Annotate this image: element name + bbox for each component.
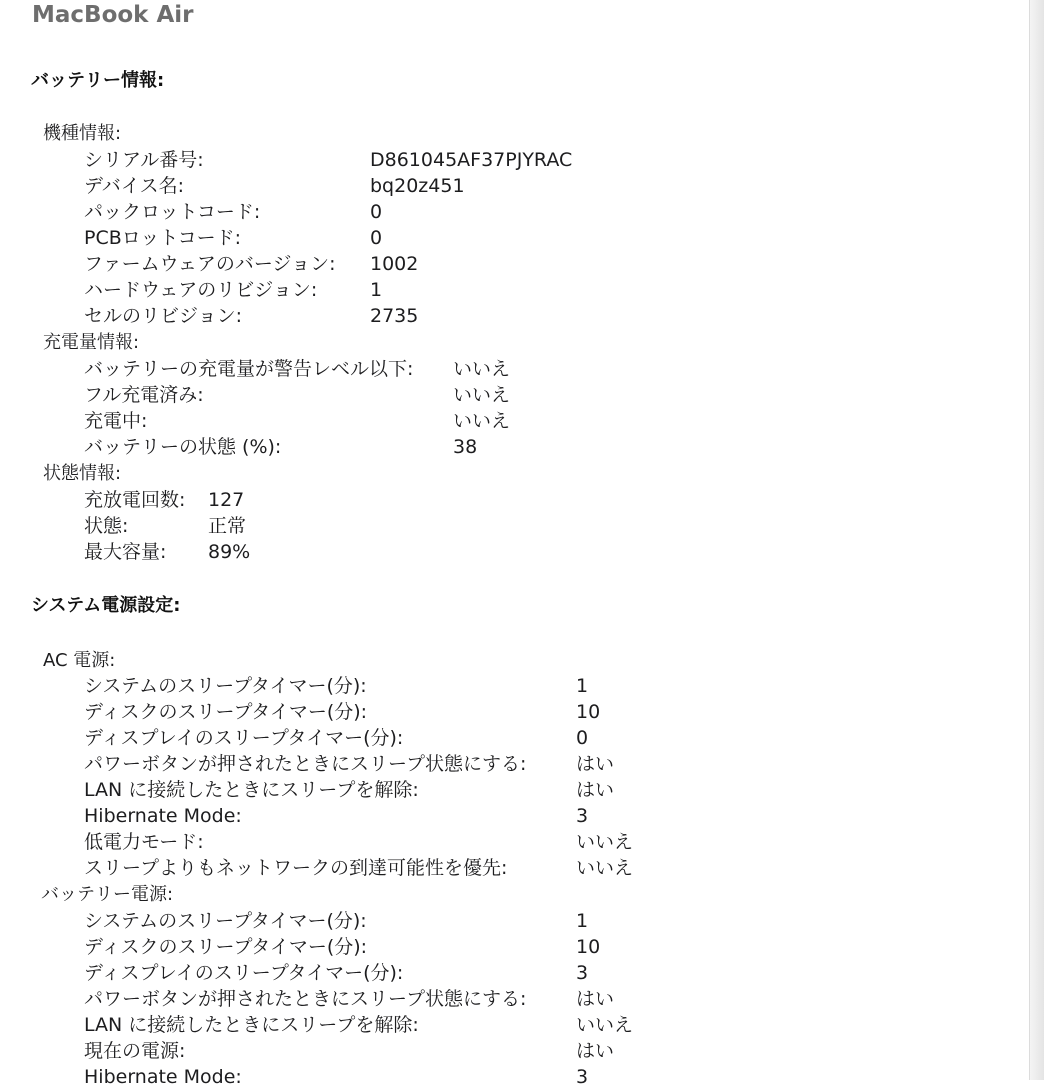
- setting-row-value: いいえ: [576, 857, 634, 879]
- info-row-label: 状態:: [84, 515, 129, 537]
- info-row-label: 最大容量:: [84, 541, 167, 563]
- info-row-label: バッテリーの充電量が警告レベル以下:: [84, 358, 414, 380]
- setting-row-label: ディスプレイのスリープタイマー(分):: [84, 727, 404, 749]
- setting-row-label: Hibernate Mode:: [84, 805, 242, 827]
- setting-row-value: はい: [576, 753, 615, 775]
- info-row-value: bq20z451: [370, 175, 465, 197]
- setting-row-value: 3: [576, 805, 589, 827]
- setting-row-value: いいえ: [576, 1014, 634, 1036]
- info-row-value: D861045AF37PJYRAC: [370, 149, 573, 171]
- setting-row-label: ディスプレイのスリープタイマー(分):: [84, 962, 404, 984]
- setting-row-value: はい: [576, 988, 615, 1010]
- group-label-health-info: 状態情報:: [43, 463, 122, 484]
- info-row-label: PCBロットコード:: [84, 227, 242, 249]
- info-row-label: フル充電済み:: [84, 384, 204, 406]
- info-row-label: パックロットコード:: [84, 201, 261, 223]
- info-row-value: 127: [208, 489, 245, 511]
- info-row-value: 正常: [208, 515, 247, 537]
- setting-row-label: ディスクのスリープタイマー(分):: [84, 936, 368, 958]
- setting-row-label: パワーボタンが押されたときにスリープ状態にする:: [84, 753, 527, 775]
- info-row-value: 38: [453, 436, 478, 458]
- info-row-value: 89%: [208, 541, 251, 563]
- setting-row-label: パワーボタンが押されたときにスリープ状態にする:: [84, 988, 527, 1010]
- group-label-battery-power: バッテリー電源:: [41, 884, 174, 905]
- info-row-label: ハードウェアのリビジョン:: [84, 279, 318, 301]
- info-row-value: 1002: [370, 253, 419, 275]
- setting-row-label: LAN に接続したときにスリープを解除:: [84, 1014, 419, 1036]
- info-row-value: 1: [370, 279, 383, 301]
- group-label-charge-info: 充電量情報:: [43, 332, 140, 353]
- setting-row-value: 1: [576, 910, 589, 932]
- info-row-label: ファームウェアのバージョン:: [84, 253, 336, 275]
- group-label-model-info: 機種情報:: [43, 123, 122, 144]
- window-edge: [1029, 0, 1044, 1080]
- setting-row-value: はい: [576, 1040, 615, 1062]
- setting-row-label: 低電力モード:: [84, 831, 204, 853]
- setting-row-value: はい: [576, 779, 615, 801]
- info-row-value: いいえ: [453, 384, 511, 406]
- info-row-label: 充電中:: [84, 410, 148, 432]
- info-row-value: いいえ: [453, 358, 511, 380]
- setting-row-label: スリープよりもネットワークの到達可能性を優先:: [84, 857, 508, 879]
- setting-row-value: いいえ: [576, 831, 634, 853]
- info-row-value: 0: [370, 201, 383, 223]
- setting-row-value: 3: [576, 962, 589, 984]
- info-row-label: シリアル番号:: [84, 149, 204, 171]
- group-label-ac-power: AC 電源:: [43, 650, 116, 671]
- setting-row-value: 0: [576, 727, 589, 749]
- info-row-label: 充放電回数:: [84, 489, 186, 511]
- setting-row-value: 3: [576, 1066, 589, 1088]
- setting-row-value: 1: [576, 675, 589, 697]
- setting-row-label: システムのスリープタイマー(分):: [84, 910, 367, 932]
- setting-row-label: 現在の電源:: [84, 1040, 186, 1062]
- info-row-label: セルのリビジョン:: [84, 305, 243, 327]
- setting-row-label: システムのスリープタイマー(分):: [84, 675, 367, 697]
- info-row-value: 0: [370, 227, 383, 249]
- page-title: MacBook Air: [32, 2, 194, 28]
- setting-row-label: Hibernate Mode:: [84, 1066, 242, 1088]
- setting-row-value: 10: [576, 936, 601, 958]
- info-row-value: 2735: [370, 305, 419, 327]
- info-row-label: デバイス名:: [84, 175, 185, 197]
- info-row-value: いいえ: [453, 410, 511, 432]
- section-heading-battery-info: バッテリー情報:: [31, 70, 165, 91]
- info-row-label: バッテリーの状態 (%):: [84, 436, 282, 458]
- section-heading-power-settings: システム電源設定:: [31, 595, 181, 616]
- setting-row-label: LAN に接続したときにスリープを解除:: [84, 779, 419, 801]
- setting-row-label: ディスクのスリープタイマー(分):: [84, 701, 368, 723]
- setting-row-value: 10: [576, 701, 601, 723]
